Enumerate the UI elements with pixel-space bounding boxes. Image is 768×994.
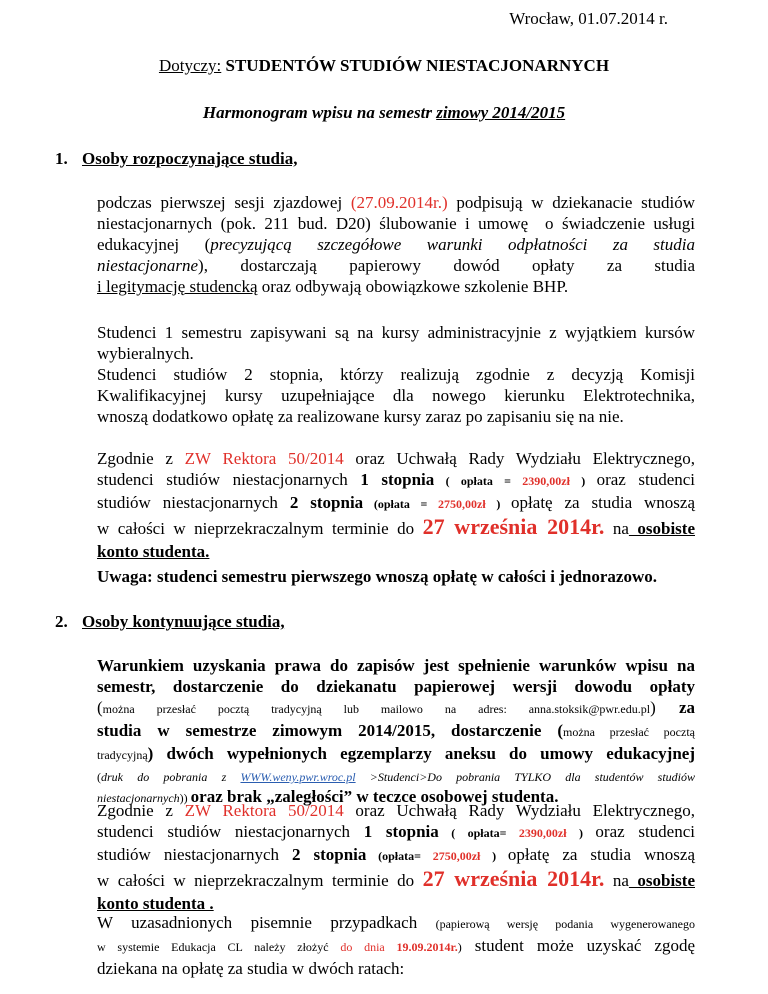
subject-label: Dotyczy: <box>158 56 222 75</box>
text-run: opłatę za studia wnoszą <box>511 493 696 512</box>
schedule-heading <box>0 102 768 123</box>
schedule-heading-pre: Harmonogram wpisu na semestr <box>202 103 437 122</box>
section-1-paragraph-2 <box>97 322 695 427</box>
text-run: precyzującą szczegółowe warunki odpłatności za studia <box>210 235 695 254</box>
text-run: ) dwóch wypełnionych egzemplarzy aneksu do umowy edukacyjnej <box>147 744 695 763</box>
text-run: studiów niestacjonarnych <box>97 845 292 864</box>
text-run: druk do pobrania z <box>101 770 241 784</box>
text-run: oraz studenci <box>596 470 696 489</box>
text-run: oraz studenci <box>595 822 695 841</box>
text-run: wnoszą dodatkowo opłatę za realizowane kursy zaraz po zapisaniu się na nie. <box>97 407 624 426</box>
text-run: ) <box>480 849 508 863</box>
text-run: opłatę za studia wnoszą <box>507 845 696 864</box>
text-run: ( <box>97 770 101 784</box>
section-2-paragraph-1 <box>97 655 695 808</box>
text-run: 2 stopnia <box>291 845 367 864</box>
text-run: podczas pierwszej sesji zjazdowej <box>97 193 351 212</box>
text-run: osobiste <box>628 871 695 890</box>
text-run: oraz Uchwałą Rady Wydziału Elektrycznego, <box>343 449 695 468</box>
rector-order-ref: ZW Rektora 50/2014 <box>184 801 344 820</box>
text-run: W uzasadnionych pisemnie przypadkach <box>97 913 436 932</box>
text-run: osobiste <box>628 519 695 538</box>
text-run: Zgodnie z <box>97 801 185 820</box>
application-deadline: 19.09.2014r. <box>396 940 458 954</box>
text-run: ), dostarczają papierowy dowód opłaty za studia <box>198 256 695 275</box>
payment-deadline: 27 września 2014r. <box>422 866 605 891</box>
text-run: (opłata = <box>363 497 439 511</box>
text-run: studenci studiów niestacjonarnych <box>97 822 364 841</box>
mail-note: można przesłać pocztą tradycyjną lub mailowo na adres: anna.stoksik@pwr.edu.pl <box>102 702 651 716</box>
section-1-title-text: Osoby rozpoczynające studia, <box>82 149 298 168</box>
text-run: 1 stopnia <box>363 822 439 841</box>
section-1-title <box>55 148 298 169</box>
fee-1st-degree: 2390,00zł <box>518 826 567 840</box>
section-2-paragraph-3 <box>97 912 695 979</box>
section-1-number: 1. <box>55 149 68 168</box>
text-run: (opłata= <box>366 849 433 863</box>
text-run: oraz odbywają obowiązkowe szkolenie BHP. <box>257 277 569 296</box>
text-run: można przesłać pocztą <box>562 725 695 739</box>
schedule-heading-semester: zimowy 2014/2015 <box>436 103 566 122</box>
section-1-note <box>97 566 695 587</box>
text-run: niestacjonarne <box>97 256 199 275</box>
first-semester-note: Uwaga: studenci semestru pierwszego wnoszą opłatę w całości i jednorazowo. <box>97 567 657 586</box>
text-run: Studenci 1 semestru zapisywani są na kursy administracyjnie z wyjątkiem kursów <box>97 323 695 342</box>
text-run: 2 stopnia <box>289 493 364 512</box>
text-run: podpisują w dziekanacie studiów <box>447 193 695 212</box>
payment-deadline: 27 września 2014r. <box>422 514 605 539</box>
section-2-paragraph-2 <box>97 800 695 914</box>
text-run: Zgodnie z <box>97 449 185 468</box>
text-run: dziekana na opłatę za studia w dwóch ratach: <box>97 959 405 978</box>
text-run: w systemie Edukacja CL należy złożyć <box>97 940 341 954</box>
text-run: ) <box>485 497 512 511</box>
rector-order-ref: ZW Rektora 50/2014 <box>184 449 344 468</box>
text-run: 1 stopnia <box>360 470 435 489</box>
subject-line <box>0 55 768 76</box>
text-run: edukacyjnej ( <box>97 235 211 254</box>
text-run: ) <box>457 940 462 954</box>
text-run: tradycyjną <box>97 748 148 762</box>
section-1-paragraph-3 <box>97 448 695 562</box>
text-run: oraz brak „zaległości” w teczce osobowej studenta. <box>190 787 559 806</box>
faculty-website-link[interactable]: WWW.weny.pwr.wroc.pl <box>240 770 356 784</box>
subject-text: STUDENTÓW STUDIÓW NIESTACJONARNYCH <box>225 56 610 75</box>
text-run: oraz Uchwałą Rady Wydziału Elektrycznego, <box>343 801 695 820</box>
text-run: za <box>678 698 695 717</box>
fee-2nd-degree: 2750,00zł <box>432 849 481 863</box>
text-run: studia w semestrze zimowym 2014/2015, dostarczenie ( <box>97 721 563 740</box>
section-2-number: 2. <box>55 612 68 631</box>
text-run: ( opłata= <box>438 826 519 840</box>
text-run: niestacjonarnych (pok. 211 bud. D20) ślubowanie i umowę o świadczenie usługi <box>97 214 695 233</box>
text-run: Warunkiem uzyskania prawa do zapisów jest spełnienie warunków wpisu na <box>97 656 695 675</box>
text-run: )) <box>179 791 191 805</box>
document-date: Wrocław, 01.07.2014 r. <box>509 9 668 28</box>
text-run: semestr, dostarczenie do dziekanatu papierowej wersji dowodu opłaty <box>97 677 695 696</box>
section-2-title <box>55 611 285 632</box>
text-run: konto studenta. <box>97 542 210 561</box>
first-session-date: (27.09.2014r.) <box>350 193 448 212</box>
text-run: na <box>604 519 629 538</box>
text-run: Kwalifikacyjnej kursy uzupełniające dla nowego kierunku Elektrotechnika, <box>97 386 695 405</box>
section-1-paragraph-1 <box>97 192 695 297</box>
section-2-title-text: Osoby kontynuujące studia, <box>82 612 285 631</box>
text-run: ) <box>566 826 596 840</box>
text-run: ( <box>97 698 103 717</box>
text-run: Studenci studiów 2 stopnia, którzy realizują zgodnie z decyzją Komisji <box>97 365 695 384</box>
text-run: ) <box>650 698 679 717</box>
text-run: w całości w nieprzekraczalnym terminie do <box>97 871 423 890</box>
text-run: studenci studiów niestacjonarnych <box>97 470 361 489</box>
text-run: wybieralnych. <box>97 344 194 363</box>
fee-2nd-degree: 2750,00zł <box>438 497 486 511</box>
text-run: ) <box>569 474 597 488</box>
text-run: ( opłata = <box>434 474 523 488</box>
text-run: w całości w nieprzekraczalnym terminie do <box>97 519 423 538</box>
text-run: student może uzyskać zgodę <box>461 936 695 955</box>
fee-1st-degree: 2390,00zł <box>522 474 570 488</box>
text-run: i legitymację studencką <box>97 277 258 296</box>
text-run: konto studenta . <box>97 894 214 913</box>
text-run: na <box>604 871 629 890</box>
text-run: niestacjonarnych <box>97 791 180 805</box>
text-run: do dnia <box>340 940 397 954</box>
text-run: >Studenci>Do pobrania TYLKO dla studentów studiów <box>355 770 695 784</box>
text-run: studiów niestacjonarnych <box>97 493 290 512</box>
text-run: (papierową wersję podania wygenerowanego <box>435 917 695 931</box>
